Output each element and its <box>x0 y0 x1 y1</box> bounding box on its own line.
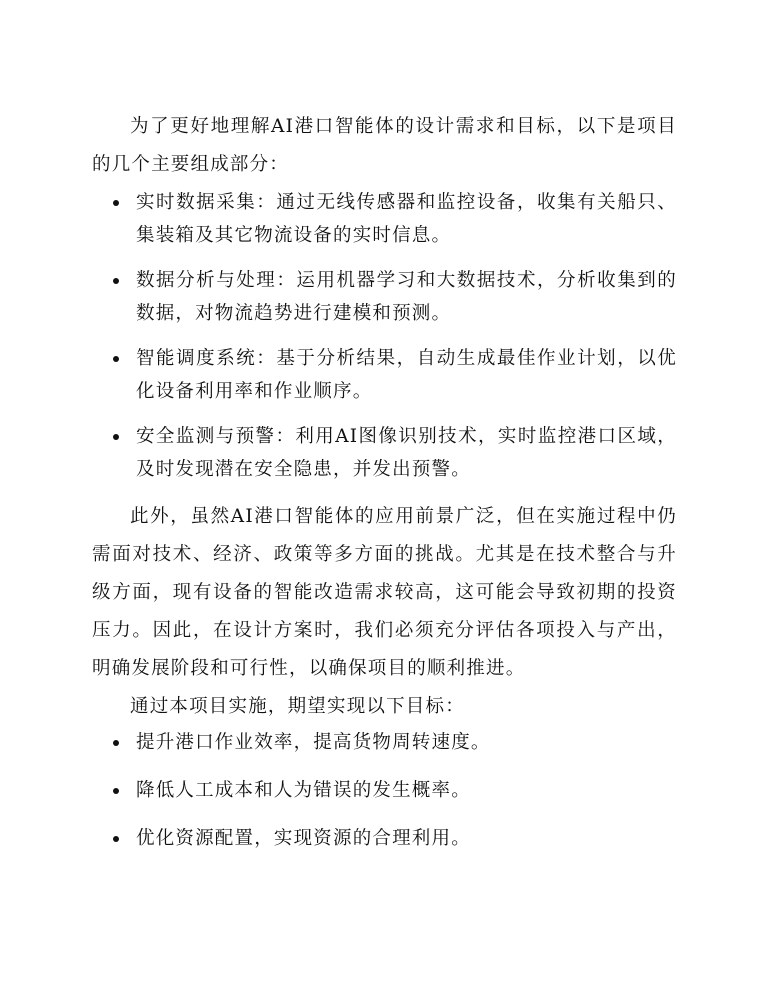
bullet-icon <box>113 356 119 362</box>
document-page <box>92 108 677 870</box>
goals-intro-paragraph: 通过本项目实施，期望实现以下目标： <box>130 696 465 717</box>
bullet-icon <box>113 200 119 206</box>
list-item-text: 数据分析与处理：运用机器学习和大数据技术，分析收集到的数据，对物流趋势进行建模和预测。 <box>136 270 677 324</box>
list-item-text: 安全监测与预警：利用AI图像识别技术，实时监控港口区域，及时发现潜在安全隐患，并发出预警。 <box>136 426 677 480</box>
list-item <box>92 342 677 408</box>
bullet-icon <box>113 788 119 794</box>
list-item <box>92 822 677 855</box>
list-item-text: 实时数据采集：通过无线传感器和监控设备，收集有关船只、集装箱及其它物流设备的实时信息。 <box>136 192 677 246</box>
components-list <box>92 186 677 486</box>
list-item-text: 提升港口作业效率，提高货物周转速度。 <box>136 732 491 753</box>
intro-paragraph: 为了更好地理解AI港口智能体的设计需求和目标，以下是项目的几个主要组成部分： <box>92 116 677 175</box>
list-item-text: 优化资源配置，实现资源的合理利用。 <box>136 828 471 849</box>
list-item-text: 智能调度系统：基于分析结果，自动生成最佳作业计划，以优化设备利用率和作业顺序。 <box>136 348 677 402</box>
list-item <box>92 726 677 759</box>
list-item <box>92 774 677 807</box>
bullet-icon <box>113 836 119 842</box>
bullet-icon <box>113 434 119 440</box>
list-item-text: 降低人工成本和人为错误的发生概率。 <box>136 780 471 801</box>
list-item <box>92 186 677 252</box>
challenges-paragraph: 此外，虽然AI港口智能体的应用前景广泛，但在实施过程中仍需面对技术、经济、政策等多方面的挑战。尤其是在技术整合与升级方面，现有设备的智能改造需求较高，这可能会导致初期的投资压力。因此，在设计方案时，我们必须充分评估各项投入与产出，明确发展阶段和可行性，以确保项目的顺利推进。 <box>92 506 677 679</box>
bullet-icon <box>113 740 119 746</box>
list-item <box>92 420 677 486</box>
goals-list <box>92 726 677 855</box>
list-item <box>92 264 677 330</box>
bullet-icon <box>113 278 119 284</box>
